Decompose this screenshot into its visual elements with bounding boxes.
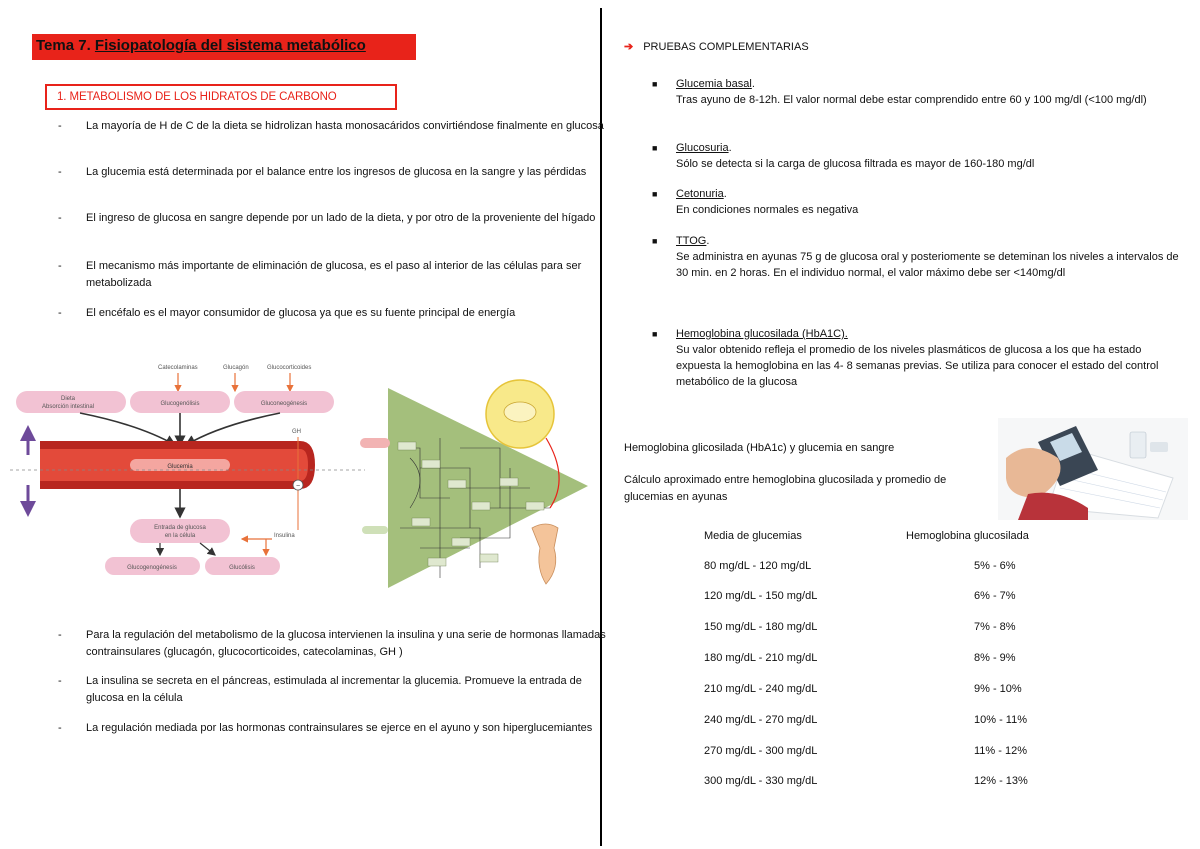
label-catecolaminas: Catecolaminas bbox=[158, 365, 198, 371]
page-title-bar bbox=[32, 34, 416, 60]
square-bullet-icon: ■ bbox=[652, 189, 658, 199]
box-shape bbox=[362, 526, 388, 534]
list-item-text: El encéfalo es el mayor consumidor de glucosa ya que es su fuente principal de energía bbox=[86, 307, 516, 319]
column-header: Hemoglobina glucosilada bbox=[906, 530, 1029, 542]
item-title: Glucemia basal bbox=[676, 78, 752, 90]
box-shape bbox=[360, 438, 390, 448]
dash-bullet: - bbox=[58, 675, 62, 687]
label-glucemia: Glucemia bbox=[167, 464, 193, 470]
list-item-text: La regulación mediada por las hormonas contrainsulares se ejerce en el ayuno y son hiperglucemiantes bbox=[86, 722, 593, 734]
test-strip-vial bbox=[1130, 432, 1146, 458]
hba1c-subtitle: Cálculo aproximado entre hemoglobina glucosilada y promedio de glucemias en ayunas bbox=[624, 474, 947, 503]
dash-bullet: - bbox=[58, 307, 62, 319]
minus-sign: − bbox=[295, 483, 301, 490]
list-item bbox=[58, 210, 606, 227]
list-item-text: Para la regulación del metabolismo de la glucosa intervienen la insulina y una serie de hormonas llamadas contrainsulares (glucagón, glucocorticoides, catecolaminas, GH ) bbox=[86, 629, 606, 658]
cap-shape bbox=[1150, 442, 1168, 452]
table-cell: 80 mg/dL - 120 mg/dL bbox=[704, 560, 812, 572]
list-item-text: El ingreso de glucosa en sangre depende por un lado de la dieta, y por otro de la proveniente del hígado bbox=[86, 212, 596, 224]
dash-bullet: - bbox=[58, 120, 62, 132]
dash-bullet: - bbox=[58, 212, 62, 224]
table-cell: 9% - 10% bbox=[974, 683, 1022, 695]
arrow bbox=[186, 413, 280, 445]
table-cell: 270 mg/dL - 300 mg/dL bbox=[704, 745, 818, 757]
glucose-regulation-diagram bbox=[10, 355, 370, 585]
list-item bbox=[652, 186, 1186, 218]
item-text: Se administra en ayunas 75 g de glucosa oral y posteriomente se deteminan los niveles a intervalos de 30 min. en 2 horas. En el individuo normal, el valor máximo debe ser <140mg/dl bbox=[676, 251, 1179, 279]
label-entrada-2: en la célula bbox=[164, 533, 196, 539]
label-entrada-1: Entrada de glucosa bbox=[154, 525, 206, 531]
column-header: Media de glucemias bbox=[704, 530, 802, 542]
list-item bbox=[652, 140, 1186, 172]
item-title-suffix: . bbox=[723, 188, 727, 200]
item-title-suffix: . bbox=[751, 78, 755, 90]
section-header-text: PRUEBAS COMPLEMENTARIAS bbox=[643, 41, 809, 53]
square-bullet-icon: ■ bbox=[652, 143, 658, 153]
table-cell: 5% - 6% bbox=[974, 560, 1016, 572]
dash-bullet: - bbox=[58, 722, 62, 734]
label-dieta: Dieta bbox=[60, 396, 76, 402]
item-title-suffix: . bbox=[728, 142, 732, 154]
table-cell: 11% - 12% bbox=[974, 745, 1027, 757]
arrow bbox=[80, 413, 175, 445]
dash-bullet: - bbox=[58, 260, 62, 272]
list-item bbox=[652, 233, 1186, 281]
list-item bbox=[58, 164, 606, 181]
table-cell: 210 mg/dL - 240 mg/dL bbox=[704, 683, 818, 695]
glucometer-photo bbox=[998, 418, 1188, 520]
label-glucocorticoides: Glucocorticoides bbox=[267, 365, 312, 371]
section-header bbox=[624, 40, 809, 53]
list-item bbox=[58, 118, 606, 135]
arrow-right-icon: ➔ bbox=[624, 41, 634, 53]
item-text: En condiciones normales es negativa bbox=[676, 204, 859, 216]
table-cell: 8% - 9% bbox=[974, 652, 1016, 664]
list-item-text: La insulina se secreta en el páncreas, estimulada al incrementar la glucemia. Promueve la entrada de glucosa en la célula bbox=[86, 675, 582, 704]
section-heading: 1. METABOLISMO DE LOS HIDRATOS DE CARBONO bbox=[57, 91, 337, 103]
table-cell: 6% - 7% bbox=[974, 590, 1016, 602]
label-gluconeogenesis: Gluconeogénesis bbox=[260, 401, 308, 407]
table-cell: 7% - 8% bbox=[974, 621, 1016, 633]
item-title: Cetonuria bbox=[676, 188, 724, 200]
list-item bbox=[652, 326, 1186, 390]
square-bullet-icon: ■ bbox=[652, 329, 658, 339]
arrow bbox=[200, 543, 215, 555]
list-item-text: La mayoría de H de C de la dieta se hidrolizan hasta monosacáridos convirtiéndose finalmente en glucosa bbox=[86, 120, 604, 132]
dash-bullet: - bbox=[58, 166, 62, 178]
section-heading-box bbox=[45, 84, 397, 110]
list-item bbox=[58, 627, 606, 661]
cell-shape bbox=[504, 402, 536, 422]
square-bullet-icon: ■ bbox=[652, 79, 658, 89]
table-cell: 10% - 11% bbox=[974, 714, 1027, 726]
title-main: Fisiopatología del sistema metabólico bbox=[94, 37, 366, 54]
item-title: Glucosuria bbox=[676, 142, 729, 154]
hepatic-metabolism-diagram bbox=[360, 378, 592, 590]
list-item bbox=[58, 258, 606, 292]
label-glucogenolisis: Glucogenólisis bbox=[160, 401, 200, 407]
page-title bbox=[36, 37, 366, 54]
item-title: Hemoglobina glucosilada (HbA1C). bbox=[676, 328, 848, 340]
arrow-down-icon bbox=[20, 501, 36, 517]
table-cell: 12% - 13% bbox=[974, 775, 1028, 787]
item-title: TTOG bbox=[676, 235, 707, 247]
label-insulina: Insulina bbox=[274, 533, 295, 539]
label-absorcion: Absorción intestinal bbox=[41, 404, 95, 410]
title-prefix: Tema 7. bbox=[36, 37, 95, 54]
item-text: Tras ayuno de 8-12h. El valor normal debe estar comprendido entre 60 y 100 mg/dl (<100 mg/dl) bbox=[676, 94, 1147, 106]
list-item-text: La glucemia está determinada por el balance entre los ingresos de glucosa en la sangre y las pérdidas bbox=[86, 166, 587, 178]
table-cell: 180 mg/dL - 210 mg/dL bbox=[704, 652, 818, 664]
square-bullet-icon: ■ bbox=[652, 236, 658, 246]
muscle-shape bbox=[532, 524, 558, 584]
table-cell: 150 mg/dL - 180 mg/dL bbox=[704, 621, 818, 633]
list-item bbox=[58, 305, 606, 322]
list-item bbox=[652, 76, 1186, 108]
item-title-suffix: . bbox=[706, 235, 710, 247]
arrow-up-icon bbox=[20, 425, 36, 441]
table-cell: 240 mg/dL - 270 mg/dL bbox=[704, 714, 818, 726]
list-item-text: El mecanismo más importante de eliminación de glucosa, es el paso al interior de las células para ser metabolizada bbox=[86, 260, 582, 289]
dash-bullet: - bbox=[58, 629, 62, 641]
table-cell: 300 mg/dL - 330 mg/dL bbox=[704, 775, 818, 787]
label-glucogenogenesis: Glucogenogénesis bbox=[127, 565, 177, 571]
item-text: Su valor obtenido refleja el promedio de los niveles plasmáticos de glucosa a los que ha estado expuesta la hemoglobina en las 4- 8 semanas previas. Se utiliza para conocer el estado del control metabólico de la glucosa bbox=[676, 344, 1159, 388]
label-gh: GH bbox=[292, 429, 301, 435]
box-entrada bbox=[130, 519, 230, 543]
list-item bbox=[58, 720, 606, 737]
list-item bbox=[58, 673, 606, 707]
hba1c-title: Hemoglobina glicosilada (HbA1c) y glucemia en sangre bbox=[624, 442, 895, 454]
label-glucolisis: Glucólisis bbox=[229, 565, 255, 571]
item-text: Sólo se detecta si la carga de glucosa filtrada es mayor de 160-180 mg/dl bbox=[676, 158, 1035, 170]
table-cell: 120 mg/dL - 150 mg/dL bbox=[704, 590, 818, 602]
label-glucagon: Glucagón bbox=[223, 365, 249, 371]
